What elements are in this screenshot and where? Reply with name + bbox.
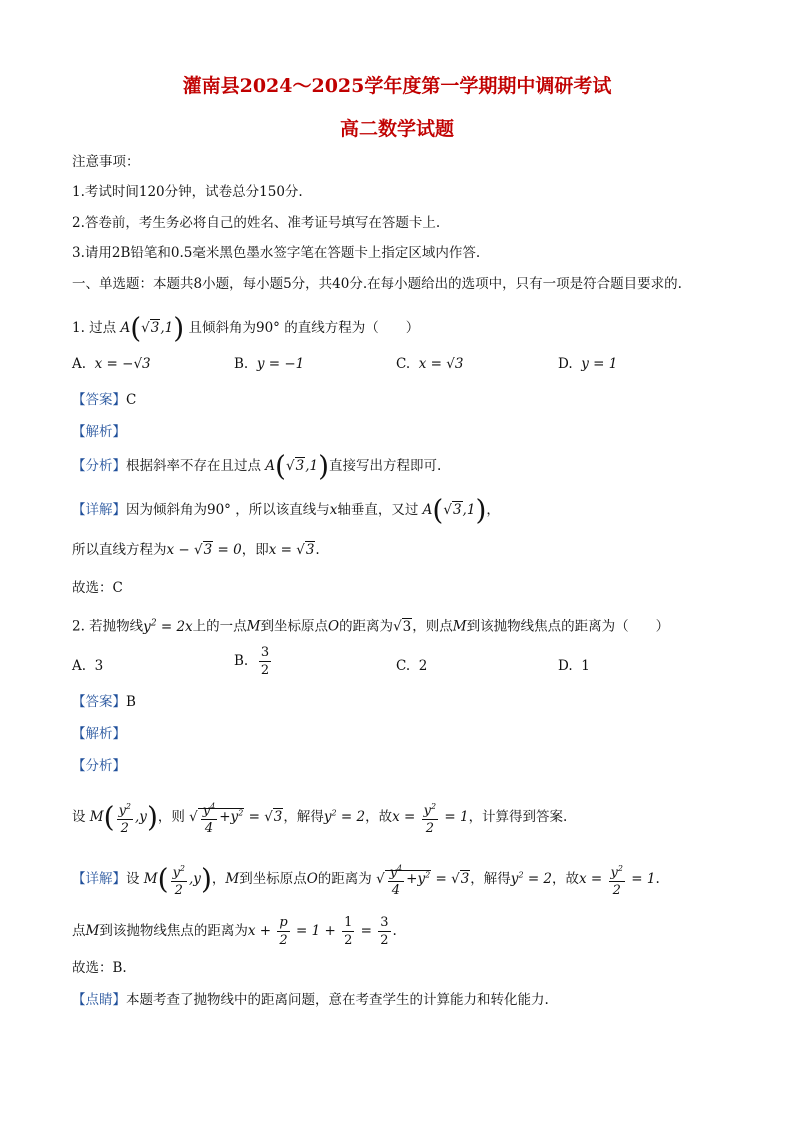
q1-detail: 【详解】因为倾斜角为90° ，所以该直线与x轴垂直，又过 A(√3,1)，	[72, 493, 500, 527]
q1-option-b: B. y = −1	[234, 356, 305, 372]
exam-title: 灌南县2024～2025学年度第一学期期中调研考试	[182, 75, 612, 97]
q1-answer	[72, 390, 136, 410]
q1-stem	[72, 311, 420, 345]
q1-prefix: 1. 过点	[72, 320, 117, 336]
q1-point-a: A(√3,1)	[120, 311, 185, 345]
q2-choose: 故选：B.	[72, 960, 127, 976]
q2-comment: 【点睛】本题考查了抛物线中的距离问题，意在考查学生的计算能力和转化能力.	[72, 992, 549, 1008]
q1-fenxi: 【分析】根据斜率不存在且过点 A(√3,1)直接写出方程即可.	[72, 449, 442, 483]
q1-equation: 所以直线方程为x − √3 = 0，即x = √3.	[72, 542, 320, 558]
q2-option-b: B. $\frac{3}{2}$	[234, 645, 270, 678]
exam-subtitle: 高二数学试题	[339, 118, 454, 140]
q2-detail: 【详解】设 M( $\frac{y^2}{2}$ ,y)，M到坐标原点O的距离为 √ $\frac{y^4}{4}$ $+y^2 = √3$，解得$y^2 = 2$，故x = $\frac{y^2}{2}$ = 1.	[72, 860, 660, 899]
q2-answer: 【答案】B	[72, 694, 136, 710]
q1-answer-tag: 【答案】	[72, 392, 126, 408]
q1-option-d: D. y = 1	[558, 356, 618, 372]
q2-analysis-tag: 【解析】	[72, 726, 126, 742]
q2-option-a: A. 3	[72, 658, 104, 674]
q1-suffix: 且倾斜角为90° 的直线方程为（ ）	[188, 320, 420, 336]
q1-option-c: C. x = √3	[396, 356, 464, 372]
q2-focus-distance: 点M到该抛物线焦点的距离为x + $\frac{p}{2}$ = 1 + $\frac{1}{2}$ = $\frac{3}{2}$ .	[72, 915, 397, 948]
section-heading: 一、单选题：本题共8小题，每小题5分，共40分.在每小题给出的选项中，只有一项是符合题目要求的.	[72, 276, 682, 292]
notice-item-2: 2.答卷前，考生务必将自己的姓名、准考证号填写在答题卡上.	[72, 215, 441, 231]
q2-option-c: C. 2	[396, 658, 428, 674]
q1-option-a: A. x = −√3	[72, 356, 151, 372]
q2-fenxi-tag: 【分析】	[72, 758, 126, 774]
q1-analysis-tag: 【解析】	[72, 424, 126, 440]
q1-choose: 故选：C	[72, 580, 123, 596]
notice-heading: 注意事项：	[72, 154, 140, 170]
q1-answer-value: C	[126, 392, 137, 408]
q2-stem: 2. 若抛物线$y^2 = 2x$上的一点M到坐标原点O的距离为√3，则点M到该抛物线焦点的距离为（ ）	[72, 618, 670, 635]
q2-option-d: D. 1	[558, 658, 590, 674]
notice-item-3: 3.请用2B铅笔和0.5毫米黑色墨水签字笔在答题卡上指定区域内作答.	[72, 245, 481, 261]
q2-fenxi: 设 M( $\frac{y^2}{2}$ ,y)，则 √ $\frac{y^4}{4}$ $+y^2 = √3$，解得$y^2 = 2$，故x = $\frac{y^2}{2}$ = 1，计算得到答案.	[72, 798, 567, 837]
notice-item-1: 1.考试时间120分钟，试卷总分150分.	[72, 184, 303, 200]
